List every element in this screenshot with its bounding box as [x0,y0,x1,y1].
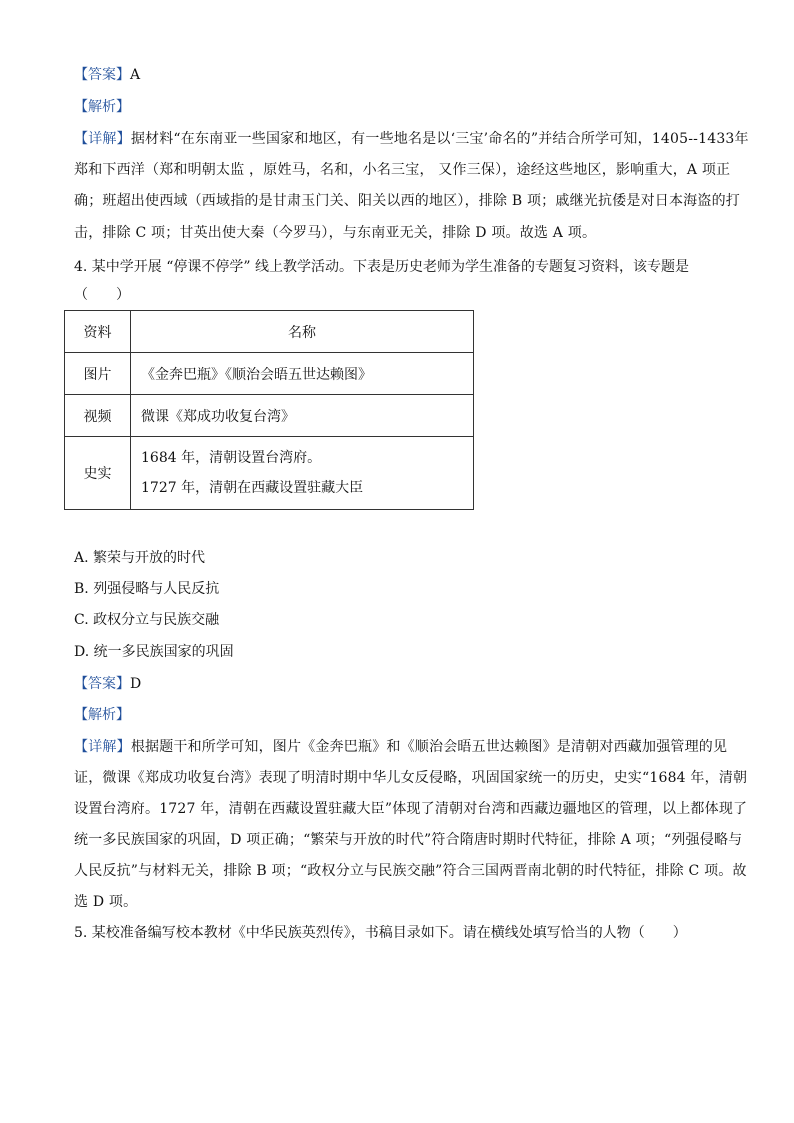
option-d: D. 统一多民族国家的巩固 [74,644,234,660]
q3-analysis-tag [74,96,130,118]
table-row [65,437,474,510]
analysis-tag: 【解析】 [74,707,130,723]
q4-analysis-tag [74,704,130,726]
detail-text: 根据题干和所学可知，图片《金奔巴瓶》和《顺治会晤五世达赖图》是清朝对西藏加强管理的见 [130,739,728,755]
table-cell-value: 微课《郑成功收复台湾》 [131,395,474,437]
detail-text: 据材料“在东南亚一些国家和地区，有一些地名是以‘三宝’命名的”并结合所学可知，1405--1433年 [130,131,749,147]
q3-answer-line [74,64,140,86]
q4-paren: （ ） [74,287,130,303]
q4-detail-line-3: 设置台湾府。1727 年，清朝在西藏设置驻藏大臣”体现了清朝对台湾和西藏边疆地区的管理，以上都体现了 [74,801,748,817]
table-cell-key: 视频 [65,395,131,437]
q4-detail-line-4: 统一多民族国家的巩固，D 项正确；“繁荣与开放的时代”符合隋唐时期时代特征，排除 A 项；“列强侵略与 [74,832,743,848]
detail-tag: 【详解】 [74,131,131,147]
reference-table [64,310,474,510]
q3-detail-line-3: 确；班超出使西域（西域指的是甘肃玉门关、阳关以西的地区），排除 B 项；戚继光抗倭是对日本海盗的打 [74,193,740,209]
detail-tag: 【详解】 [74,739,131,755]
q4-stem: 4. 某中学开展 “停课不停学” 线上教学活动。下表是历史老师为学生准备的专题复习资料，该专题是 [74,259,690,275]
answer-value: D [130,676,142,692]
q4-detail-line-1 [74,736,728,758]
q4-detail-line-5: 人民反抗”与材料无关，排除 B 项；“政权分立与民族交融”符合三国两晋南北朝的时代特征，排除 C 项。故 [74,863,747,879]
fact-line-1: 1684 年，清朝设置台湾府。 [141,450,322,466]
table-cell-value: 《金奔巴瓶》《顺治会晤五世达赖图》 [131,353,474,395]
answer-tag: 【答案】 [74,676,130,692]
header-cell: 资料 [65,311,131,353]
option-a: A. 繁荣与开放的时代 [74,550,206,566]
table-cell-value [131,437,474,510]
q5-stem: 5. 某校准备编写校本教材《中华民族英烈传》，书稿目录如下。请在横线处填写恰当的人物（ ） [74,925,687,941]
q4-detail-line-6: 选 D 项。 [74,894,138,910]
q3-detail-line-2: 郑和下西洋（郑和明朝太监 ，原姓马，名和，小名三宝， 又作三保），途经这些地区，影响重大，A 项正 [74,162,731,178]
q3-detail-line-1 [74,128,749,150]
q3-detail-line-4: 击，排除 C 项；甘英出使大秦（今罗马），与东南亚无关，排除 D 项。故选 A 项。 [74,225,597,241]
header-cell: 名称 [131,311,474,353]
q4-answer-line [74,673,141,695]
answer-value: A [130,67,141,83]
fact-line-2: 1727 年，清朝在西藏设置驻藏大臣 [141,480,364,496]
table-cell-key: 图片 [65,353,131,395]
q4-detail-line-2: 证，微课《郑成功收复台湾》表现了明清时期中华儿女反侵略，巩固国家统一的历史，史实“1684 年，清朝 [74,770,748,786]
table-row [65,395,474,437]
option-c: C. 政权分立与民族交融 [74,612,220,628]
answer-tag: 【答案】 [74,67,130,83]
analysis-tag: 【解析】 [74,99,130,115]
table-cell-key: 史实 [65,437,131,510]
table-header-row [65,311,474,353]
option-b: B. 列强侵略与人民反抗 [74,581,220,597]
table-row [65,353,474,395]
